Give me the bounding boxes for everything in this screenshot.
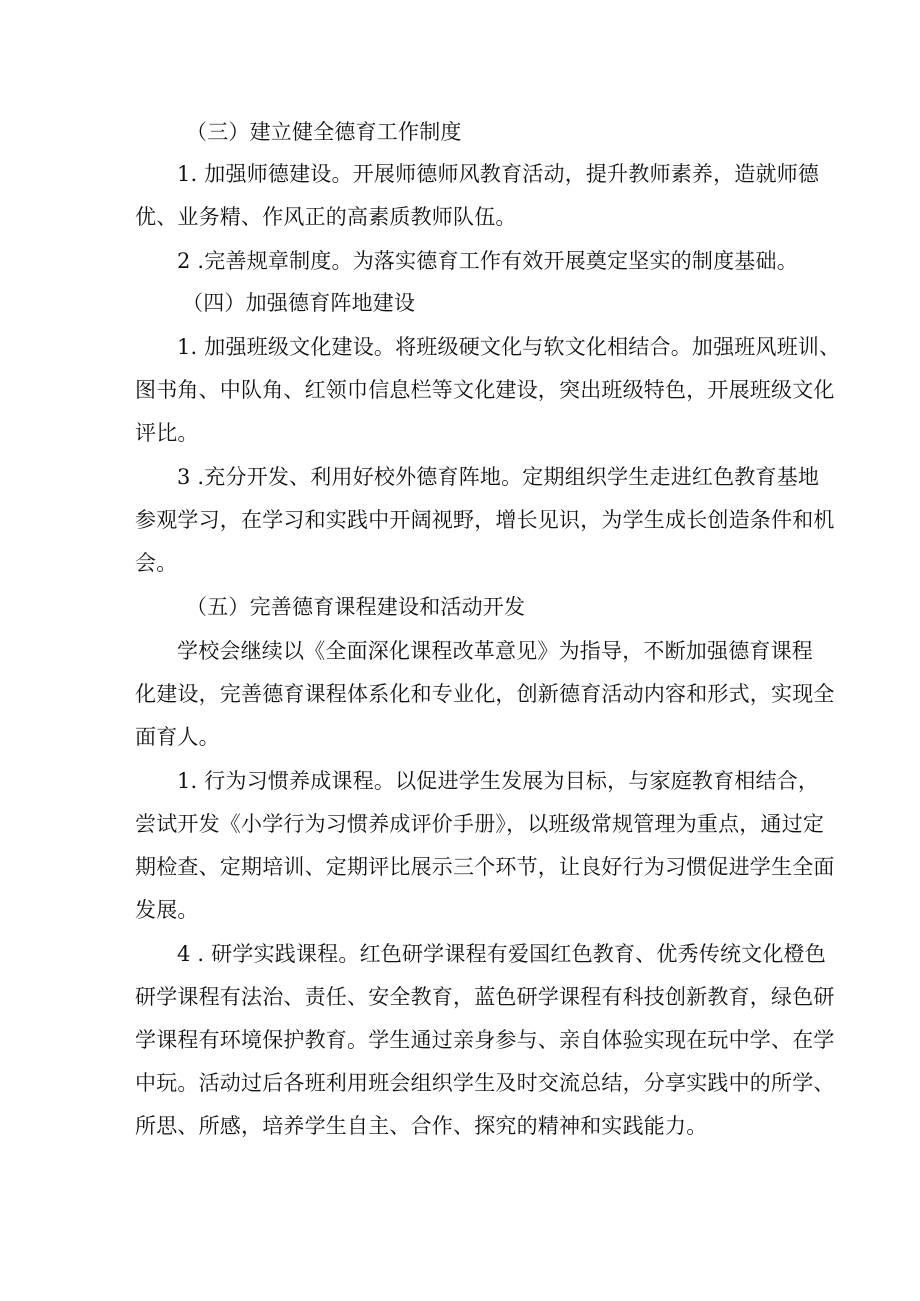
paragraph-line: 学课程有环境保护教育。学生通过亲身参与、亲自体验实现在玩中学、在学	[135, 1028, 835, 1052]
section-heading-4: （四）加强德育阵地建设	[182, 291, 416, 315]
paragraph-line: 学校会继续以《全面深化课程改革意见》为指导，不断加强德育课程	[177, 639, 813, 663]
section-heading-5: （五）完善德育课程建设和活动开发	[186, 595, 526, 619]
paragraph-line: 化建设，完善德育课程体系化和专业化，创新德育活动内容和形式，实现全	[135, 682, 835, 706]
paragraph-line: 面育人。	[135, 725, 220, 749]
section-heading-3: （三）建立健全德育工作制度	[186, 120, 462, 144]
paragraph-line: 4 . 研学实践课程。红色研学课程有爱国红色教育、优秀传统文化橙色	[177, 942, 826, 966]
paragraph-line: 发展。	[135, 898, 199, 922]
paragraph-line: 尝试开发《小学行为习惯养成评价手册》，以班级常规管理为重点，通过定	[135, 812, 825, 836]
paragraph-line: 参观学习，在学习和实践中开阔视野，增长见识，为学生成长创造条件和机	[135, 508, 835, 532]
paragraph-line: 2 .完善规章制度。为落实德育工作有效开展奠定坚实的制度基础。	[177, 249, 798, 273]
paragraph-line: 研学课程有法治、责任、安全教育，蓝色研学课程有科技创新教育，绿色研	[135, 985, 835, 1009]
paragraph-line: 评比。	[135, 421, 199, 445]
paragraph-line: 1. 加强班级文化建设。将班级硬文化与软文化相结合。加强班风班训、	[177, 335, 841, 359]
paragraph-line: 图书角、中队角、红领巾信息栏等文化建设，突出班级特色，开展班级文化	[135, 378, 835, 402]
paragraph-line: 3 .充分开发、利用好校外德育阵地。定期组织学生走进红色教育基地	[177, 465, 820, 489]
paragraph-line: 期检查、定期培训、定期评比展示三个环节，让良好行为习惯促进学生全面	[135, 855, 835, 879]
paragraph-line: 所思、所感，培养学生自主、合作、探究的精神和实践能力。	[135, 1114, 708, 1138]
paragraph-line: 会。	[135, 551, 178, 575]
paragraph-line: 1. 加强师德建设。开展师德师风教育活动，提升教师素养，造就师德	[177, 162, 820, 186]
paragraph-line: 中玩。活动过后各班利用班会组织学生及时交流总结，分享实践中的所学、	[135, 1071, 835, 1095]
paragraph-line: 优、业务精、作风正的高素质教师队伍。	[135, 205, 517, 229]
paragraph-line: 1. 行为习惯养成课程。以促进学生发展为目标，与家庭教育相结合，	[177, 769, 820, 793]
